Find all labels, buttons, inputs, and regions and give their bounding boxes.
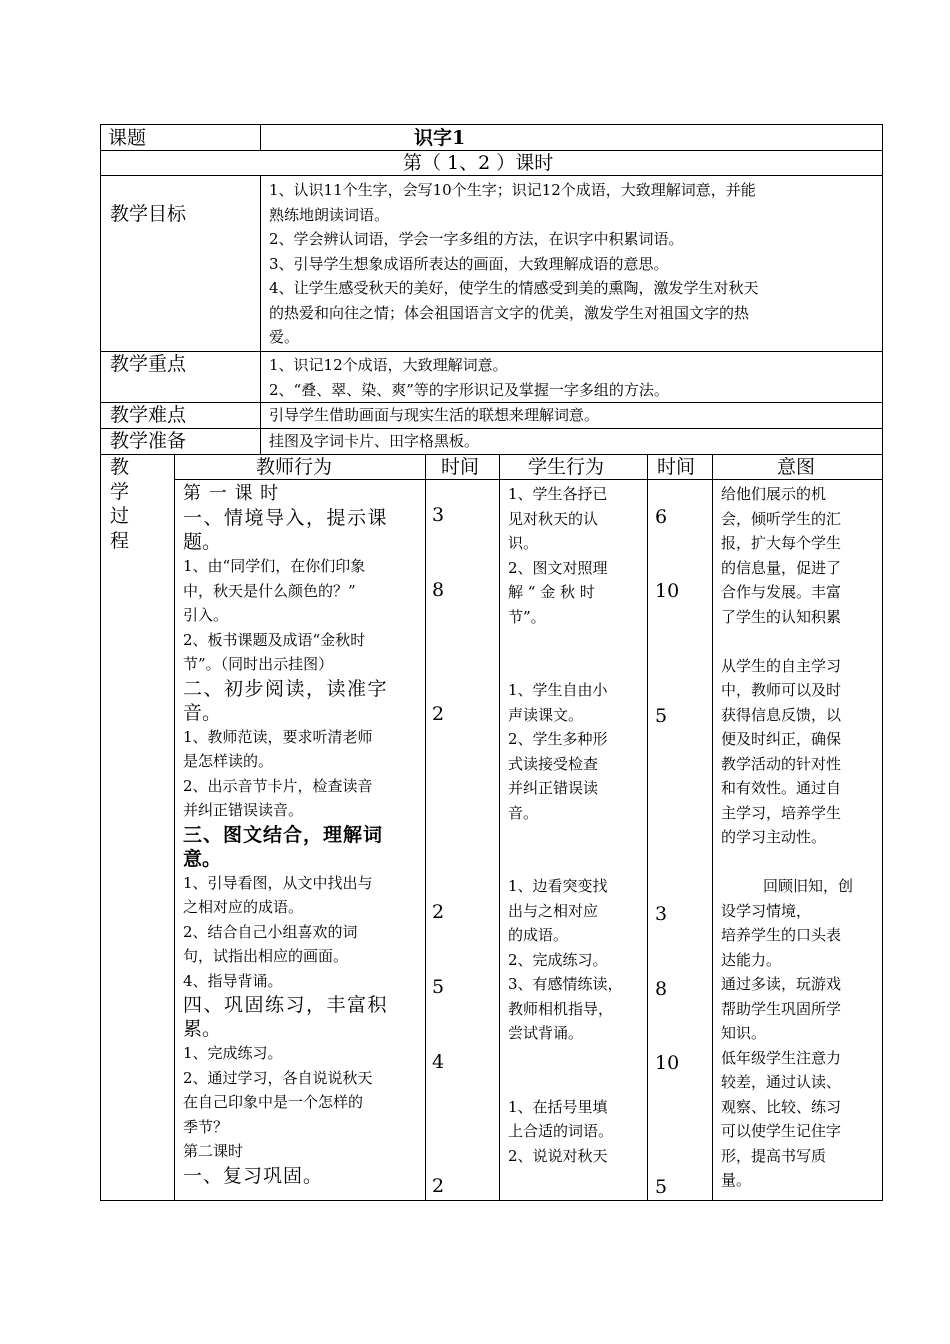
session-line: 第（ 1、2 ）课时 (403, 152, 554, 174)
process-label-char: 程 (110, 529, 130, 552)
teacher-line: 1、由“同学们，在你们印象 (183, 557, 366, 575)
intent-line: 给他们展示的机 (721, 485, 827, 503)
table-border-left (100, 124, 101, 1200)
intent-line: 会，倾听学生的汇 (721, 509, 842, 528)
col-divider-label (260, 175, 261, 454)
student-line: 1、边看突变找 (508, 877, 608, 895)
difficulties-label: 教学难点 (110, 404, 187, 426)
student-line: 出与之相对应 (508, 901, 599, 920)
teacher-line: 2、通过学习，各自说说秋天 (183, 1068, 373, 1087)
student-line: 节”。 (508, 607, 546, 626)
intent-line: 可以使学生记住字 (721, 1122, 842, 1140)
section-heading: 累。 (183, 1018, 222, 1040)
intent-column (721, 482, 879, 1193)
column-header-intent: 意图 (777, 456, 816, 478)
objective-line: 1、认识11个生字，会写10个生字；识记12个成语，大致理解词意，并能 (269, 181, 756, 199)
key-points-label: 教学重点 (110, 353, 187, 375)
time1-value: 2 (432, 703, 445, 725)
row-divider (100, 351, 883, 352)
student-line: 音。 (508, 803, 539, 822)
teacher-line: 4、指导背诵。 (183, 971, 283, 990)
intent-line: 设学习情境， (721, 901, 812, 920)
teacher-line: 1、教师范读，要求听清老师 (183, 727, 373, 746)
teacher-line: 节”。（同时出示挂图） (183, 655, 334, 673)
time2-value: 3 (655, 903, 668, 925)
teacher-line: 是怎样读的。 (183, 752, 274, 770)
section-heading: 一、情境导入，提示课 (183, 507, 389, 529)
section-heading: 一、复习巩固。 (183, 1164, 324, 1187)
objectives-label: 教学目标 (110, 203, 187, 225)
intent-line: 培养学生的口头表 (721, 926, 842, 944)
section-heading: 二、初步阅读，读准字 (183, 677, 389, 700)
intent-line: 通过多读，玩游戏 (721, 975, 842, 993)
intent-line: 便及时纠正，确保 (721, 730, 842, 748)
time2-value: 6 (655, 506, 668, 528)
time2-value: 8 (655, 978, 668, 1000)
process-header-divider (174, 479, 883, 480)
intent-line: 和有效性。通过自 (721, 779, 842, 797)
key-point-line: 1、识记12个成语，大致理解词意。 (269, 356, 508, 374)
objectives-text (269, 178, 881, 350)
time1-value: 3 (432, 504, 445, 526)
student-line: 1、在括号里填 (508, 1097, 608, 1116)
student-line: 上合适的词语。 (508, 1122, 614, 1140)
objective-line: 3、引导学生想象成语所表达的画面，大致理解成语的意思。 (269, 254, 669, 273)
teacher-line: 2、结合自己小组喜欢的词 (183, 922, 358, 941)
student-line: 3、有感情练读， (508, 975, 623, 993)
process-label (110, 455, 140, 553)
topic-title: 识字1 (414, 127, 466, 149)
time2-value: 10 (655, 580, 680, 602)
preparation-text: 挂图及字词卡片、田字格黑板。 (269, 432, 480, 450)
key-points-text (269, 353, 669, 402)
student-line: 并纠正错误读 (508, 779, 599, 797)
teacher-column (183, 482, 421, 1188)
column-header-time2: 时间 (657, 456, 696, 478)
student-line: 2、学生多种形 (508, 730, 608, 748)
intent-line: 报，扩大每个学生 (721, 534, 842, 552)
student-line: 2、图文对照理 (508, 558, 608, 577)
intent-line: 观察、比较、练习 (721, 1097, 842, 1116)
teacher-line: 在自己印象中是一个怎样的 (183, 1093, 364, 1111)
process-label-char: 学 (110, 480, 130, 503)
section-heading: 四、巩固练习，丰富积 (183, 994, 389, 1016)
teacher-line: 中，秋天是什么颜色的？” (183, 581, 356, 600)
intent-line: 中，教师可以及时 (721, 681, 842, 699)
intent-line: 知识。 (721, 1024, 767, 1042)
student-line: 解 “ 金 秋 时 (508, 583, 595, 601)
col-divider-label (260, 124, 261, 150)
key-point-line: 2、“叠、翠、染、爽”等的字形识记及掌握一字多组的方法。 (269, 380, 669, 399)
teacher-line: 2、板书课题及成语“金秋时 (183, 630, 366, 649)
student-line: 1、学生自由小 (508, 681, 608, 699)
table-border-bottom (100, 1200, 883, 1201)
student-line: 见对秋天的认 (508, 509, 599, 528)
teacher-line: 1、引导看图，从文中找出与 (183, 873, 373, 892)
intent-line: 了学生的认知积累 (721, 607, 842, 626)
teacher-line: 2、出示音节卡片，检查读音 (183, 776, 373, 795)
section-heading: 音。 (183, 701, 222, 724)
teacher-line: 之相对应的成语。 (183, 898, 304, 916)
column-header-time1: 时间 (441, 456, 480, 478)
intent-line: 形，提高书写质 (721, 1146, 827, 1165)
objective-line: 爱。 (269, 328, 300, 346)
intent-line: 从学生的自主学习 (721, 656, 842, 675)
process-label-char: 过 (110, 505, 130, 527)
process-label-char: 教 (110, 456, 130, 478)
col-divider-process-label (174, 454, 175, 1200)
time1-value: 2 (432, 1175, 445, 1197)
col-divider-teacher (425, 454, 426, 1200)
intent-line: 回顾旧知，创 (763, 877, 854, 895)
topic-label: 课题 (108, 127, 147, 149)
objective-line: 熟练地朗读词语。 (269, 205, 390, 224)
intent-line: 获得信息反馈，以 (721, 705, 842, 724)
intent-line: 的信息量，促进了 (721, 558, 842, 577)
intent-line: 的学习主动性。 (721, 828, 827, 846)
intent-line: 教学活动的针对性 (721, 754, 842, 773)
preparation-label: 教学准备 (110, 430, 187, 452)
col-divider-time2 (712, 454, 713, 1200)
time2-value: 5 (655, 705, 668, 727)
teacher-line: 季节？ (183, 1117, 229, 1136)
section-heading: 意。 (183, 847, 222, 870)
student-column (508, 482, 644, 1168)
intent-line: 帮助学生巩固所学 (721, 999, 842, 1018)
time2-value: 5 (655, 1176, 668, 1198)
time1-value: 5 (432, 976, 445, 998)
student-line: 1、学生各抒已 (508, 485, 608, 503)
intent-line: 达能力。 (721, 950, 782, 969)
teacher-line: 第二课时 (183, 1142, 244, 1160)
student-line: 尝试背诵。 (508, 1024, 584, 1042)
time1-value: 8 (432, 579, 445, 601)
student-line: 教师相机指导， (508, 999, 614, 1018)
objective-line: 的热爱和向往之情；体会祖国语言文字的优美，激发学生对祖国文字的热 (269, 303, 750, 322)
intent-line: 较差，通过认读、 (721, 1073, 842, 1091)
row-divider (100, 428, 883, 429)
col-divider-student (647, 454, 648, 1200)
column-header-student: 学生行为 (528, 456, 605, 478)
table-border-right (882, 124, 883, 1200)
objective-line: 2、学会辨认词语，学会一字多组的方法，在识字中积累词语。 (269, 230, 684, 248)
difficulties-text: 引导学生借助画面与现实生活的联想来理解词意。 (269, 406, 600, 424)
student-line: 的成语。 (508, 926, 569, 944)
column-header-teacher: 教师行为 (256, 456, 333, 478)
section-heading: 题。 (183, 531, 222, 553)
row-divider (100, 454, 883, 455)
col-divider-time1 (499, 454, 500, 1200)
intent-line: 量。 (721, 1171, 752, 1189)
section-heading: 第 一 课 时 (183, 483, 280, 504)
table-border-top (100, 124, 883, 125)
intent-line: 合作与发展。丰富 (721, 583, 842, 601)
teacher-line: 并纠正错误读音。 (183, 801, 304, 819)
student-line: 2、说说对秋天 (508, 1146, 608, 1165)
teacher-line: 句，试指出相应的画面。 (183, 947, 349, 965)
objective-line: 4、让学生感受秋天的美好，使学生的情感受到美的熏陶，激发学生对秋天 (269, 279, 759, 297)
time1-value: 2 (432, 901, 445, 923)
time2-value: 10 (655, 1052, 680, 1074)
student-line: 式读接受检查 (508, 754, 599, 773)
student-line: 识。 (508, 534, 539, 552)
intent-line: 主学习，培养学生 (721, 803, 842, 822)
intent-line: 低年级学生注意力 (721, 1048, 842, 1067)
time1-value: 4 (432, 1051, 445, 1073)
student-line: 2、完成练习。 (508, 950, 608, 969)
section-heading: 三、图文结合，理解词 (183, 823, 384, 846)
row-divider (100, 175, 883, 176)
teacher-line: 1、完成练习。 (183, 1044, 283, 1062)
teacher-line: 引入。 (183, 606, 229, 624)
student-line: 声读课文。 (508, 705, 584, 724)
